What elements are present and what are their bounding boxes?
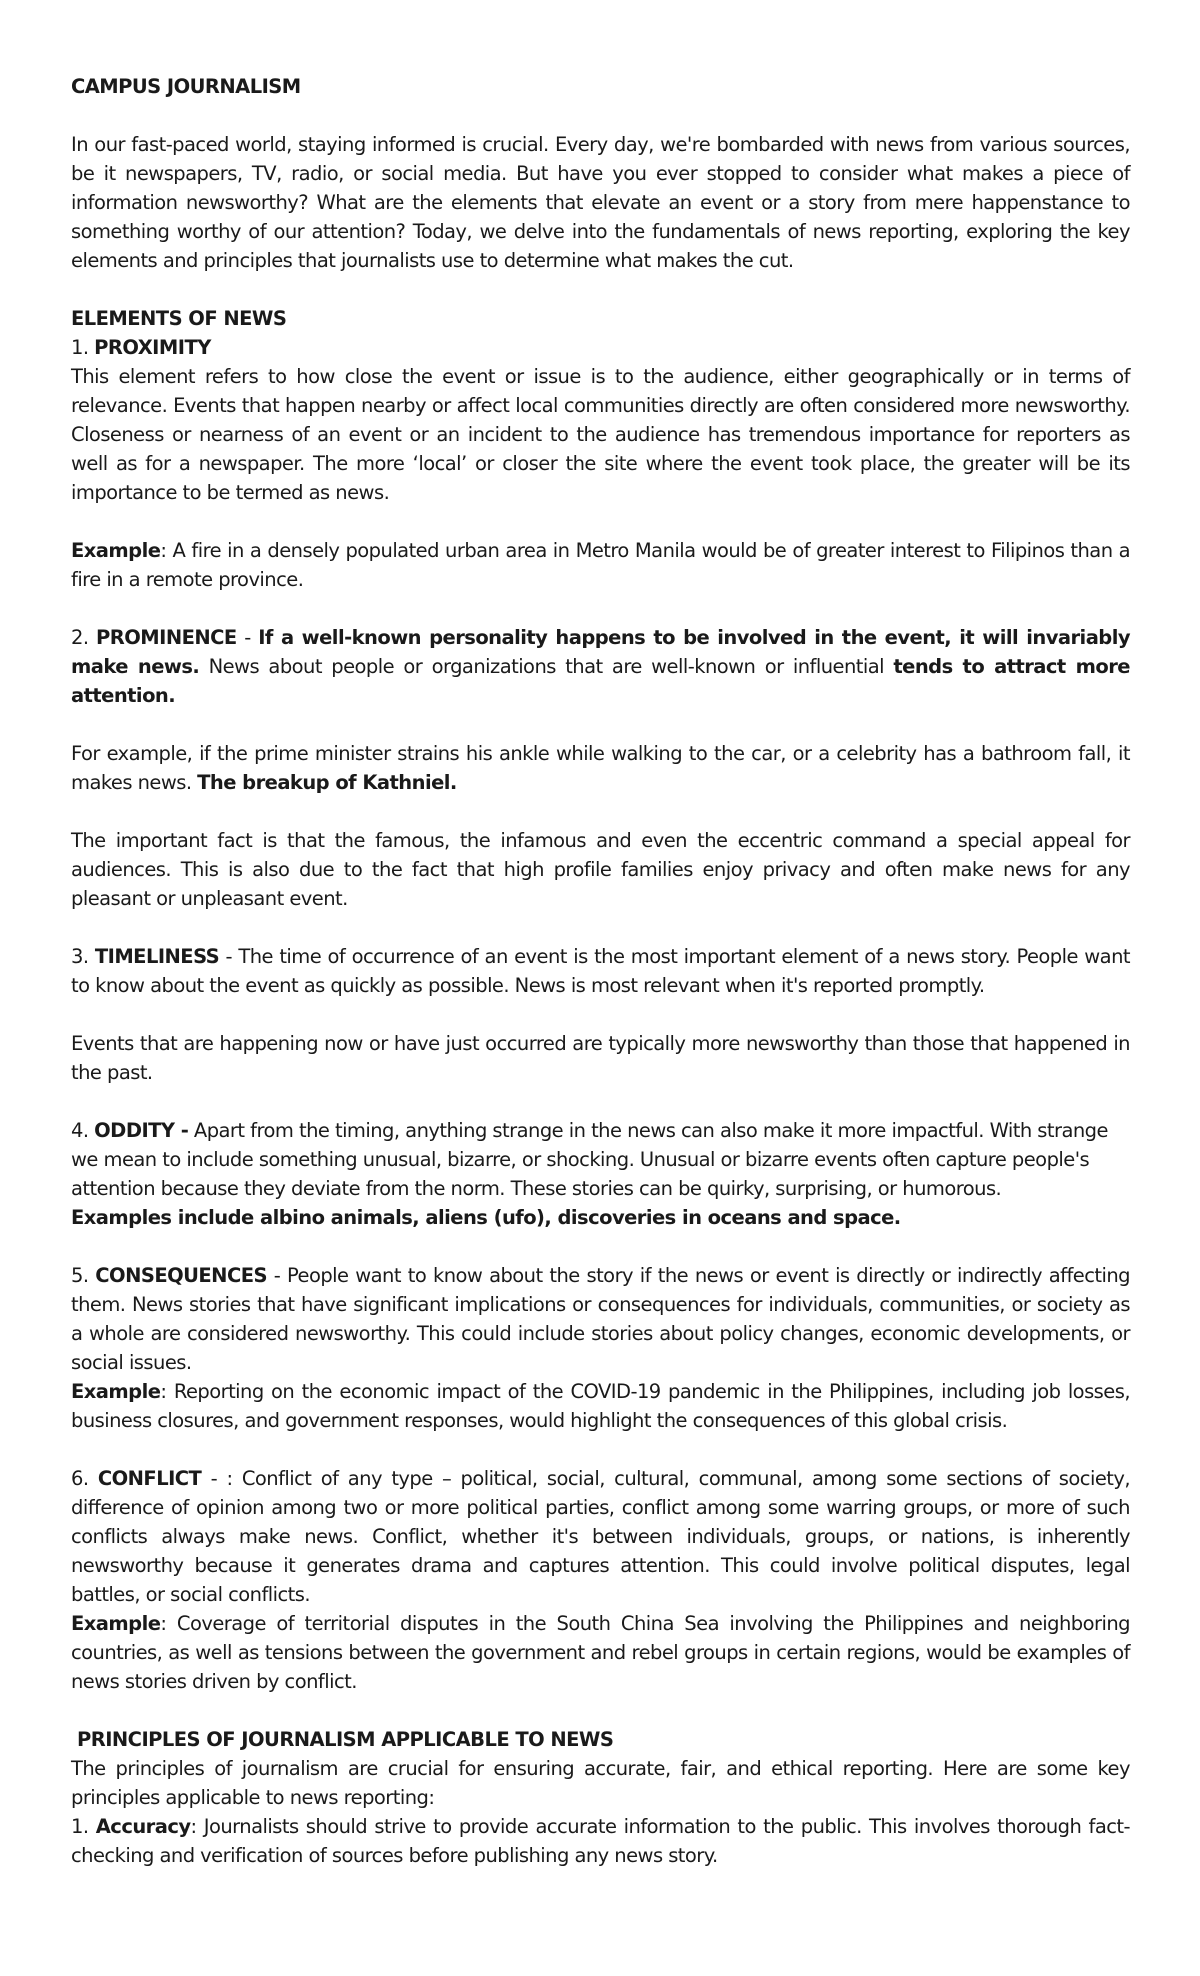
proximity-body: This element refers to how close the event or issue is to the audience, either geographically or in terms of relevance. Events that happen nearby or affect local communities directly are often considered more newsworthy. Closeness or nearness of an event or an incident to the audience has tremendous importance for reporters as well as for a newspaper. The more ‘local’ or closer the site where the event took place, the greater will be its importance to be termed as news.: [71, 365, 1130, 504]
oddity-paragraph: [71, 1116, 1130, 1203]
elements-heading: ELEMENTS OF NEWS: [71, 307, 287, 330]
conflict-example: [71, 1609, 1130, 1696]
conflict-number: 6.: [71, 1467, 98, 1490]
timeliness-paragraph: [71, 942, 1130, 1000]
accuracy-text: : Journalists should strive to provide accurate information to the public. This involves thorough fact-checking and verification of sources before publishing any news story.: [71, 1815, 1130, 1867]
accuracy-number: 1.: [71, 1815, 96, 1838]
timeliness-name: TIMELINESS: [94, 945, 220, 968]
timeliness-text: - The time of occurrence of an event is the most important element of a news story. People want to know about the event as quickly as possible. News is most relevant when it's reported promptly.: [71, 945, 1130, 997]
oddity-name: ODDITY -: [94, 1119, 189, 1142]
prominence-paragraph: [71, 623, 1130, 710]
oddity-text: Apart from the timing, anything strange in the news can also make it more impactful. With strange we mean to include something unusual, bizarre, or shocking. Unusual or bizarre events often capture people's attention because they deviate from the norm. These stories can be quirky, surprising, or humorous.: [71, 1119, 1108, 1200]
conflict-text: - : Conflict of any type – political, social, cultural, communal, among some sections of society, difference of opinion among two or more political parties, conflict among some warring groups, or more of such conflicts always make news. Conflict, whether it's between individuals, groups, or nations, is inherently newsworthy because it generates drama and captures attention. This could involve political disputes, legal battles, or social conflicts.: [71, 1467, 1130, 1606]
conflict-paragraph: [71, 1464, 1130, 1609]
conflict-name: CONFLICT: [97, 1467, 202, 1490]
prominence-bold-2: tends to attract more attention.: [71, 655, 1130, 707]
prominence-example-bold: The breakup of Kathniel.: [197, 771, 457, 794]
oddity-number: 4.: [71, 1119, 95, 1142]
proximity-name: PROXIMITY: [94, 336, 211, 359]
consequences-name: CONSEQUENCES: [95, 1264, 267, 1287]
principles-intro: The principles of journalism are crucial for ensuring accurate, fair, and ethical reporting. Here are some key principles applicable to news reporting:: [71, 1757, 1130, 1809]
consequences-text: - People want to know about the story if the news or event is directly or indirectly affecting them. News stories that have significant implications or consequences for individuals, communities, or society as a whole are considered newsworthy. This could include stories about policy changes, economic developments, or social issues.: [71, 1264, 1131, 1374]
conflict-example-text: : Coverage of territorial disputes in the South China Sea involving the Philippines and neighboring countries, as well as tensions between the government and rebel groups in certain regions, would be examples of news stories driven by conflict.: [71, 1612, 1130, 1693]
prominence-number: 2.: [71, 626, 97, 649]
prominence-bold-1: If a well-known personality happens to be involved in the event, it will invariably make news.: [71, 626, 1131, 678]
proximity-example-label: Example: [71, 539, 161, 562]
principles-heading: PRINCIPLES OF JOURNALISM APPLICABLE TO NEWS: [77, 1728, 614, 1751]
proximity-heading: [71, 333, 1130, 362]
accuracy-name: Accuracy: [95, 1815, 191, 1838]
proximity-example-text: : A fire in a densely populated urban area in Metro Manila would be of greater interest to Filipinos than a fire in a remote province.: [71, 539, 1130, 591]
document-title: CAMPUS JOURNALISM: [71, 75, 301, 98]
prominence-fact: The important fact is that the famous, the infamous and even the eccentric command a special appeal for audiences. This is also due to the fact that high profile families enjoy privacy and often make news for any pleasant or unpleasant event.: [71, 829, 1130, 910]
prominence-example: [71, 739, 1130, 797]
conflict-example-label: Example: [71, 1612, 161, 1635]
consequences-example-label: Example: [71, 1380, 161, 1403]
prominence-example-text: For example, if the prime minister strains his ankle while walking to the car, or a celebrity has a bathroom fall, it makes news.: [71, 742, 1130, 794]
accuracy-paragraph: [71, 1812, 1130, 1870]
consequences-example: [71, 1377, 1130, 1435]
proximity-example: [71, 536, 1130, 594]
consequences-example-text: : Reporting on the economic impact of the COVID-19 pandemic in the Philippines, including job losses, business closures, and government responses, would highlight the consequences of this global crisis.: [71, 1380, 1130, 1432]
intro-paragraph: In our fast-paced world, staying informed is crucial. Every day, we're bombarded with news from various sources, be it newspapers, TV, radio, or social media. But have you ever stopped to consider what makes a piece of information newsworthy? What are the elements that elevate an event or a story from mere happenstance to something worthy of our attention? Today, we delve into the fundamentals of news reporting, exploring the key elements and principles that journalists use to determine what makes the cut.: [71, 133, 1130, 272]
consequences-number: 5.: [71, 1264, 96, 1287]
timeliness-paragraph-2: Events that are happening now or have just occurred are typically more newsworthy than those that happened in the past.: [71, 1032, 1130, 1084]
proximity-number: 1.: [71, 336, 95, 359]
prominence-sep: -: [236, 626, 259, 649]
prominence-text-1: News about people or organizations that are well-known or influential: [199, 655, 894, 678]
timeliness-number: 3.: [71, 945, 95, 968]
prominence-name: PROMINENCE: [96, 626, 237, 649]
consequences-paragraph: [71, 1261, 1130, 1377]
oddity-examples: Examples include albino animals, aliens (ufo), discoveries in oceans and space.: [71, 1206, 901, 1229]
